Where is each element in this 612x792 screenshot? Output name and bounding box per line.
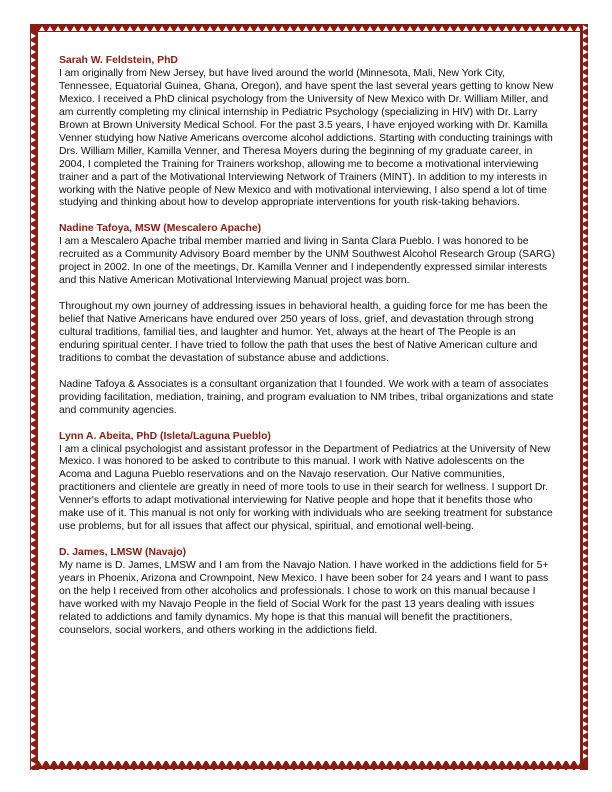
bio-feldstein [59,55,559,210]
bio-paragraph: I am a Mescalero Apache tribal member married and living in Santa Clara Pueblo. I was honored to be recruited as a Community Advisory Board member by the UNM Southwest Alcohol Research Group (SARG) project in 2002. In one of the meetings, Dr. Kamilla Venner and I independently expressed similar interests and this Native American Motivational Interviewing Manual project was born. [59,236,556,287]
bio-paragraph: I am originally from New Jersey, but have lived around the world (Minnesota, Mali, New York City, Tennessee, Equatorial Guinea, Ghana, Oregon), and have spent the last several years getting to know New Mexico. I received a PhD clinical psychology from the University of New Mexico with Dr. William Miller, and am currently completing my clinical internship in Pediatric Psychology (specializing in HIV) with Dr. Larry Brown at Brown University Medical School. For the past 3.5 years, I have enjoyed working with Dr. Kamilla Venner studying how Native Americans overcome alcohol addictions. Starting with conducting trainings with Drs. William Miller, Kamilla Venner, and Theresa Moyers during the beginning of my graduate career, in 2004, I completed the Training for Trainers workshop, allowing me to become a motivational interviewing trainer and a part of the Motivational Interviewing Network of Trainers (MINT). In addition to my interests in working with the Native people of New Mexico and with motivational interviewing, I also spend a lot of time studying and thinking about how to develop appropriate interventions for youth risk-taking behaviors. [59,67,554,209]
bio-tafoya [59,223,559,417]
bio-abeita [59,431,559,535]
bio-heading: D. James, LMSW (Navajo) [59,547,187,559]
bio-paragraph: Throughout my own journey of addressing issues in behavioral health, a guiding force for me has been the belief that Native Americans have endured over 250 years of loss, grief, and devastation through strong cultural traditions, familial ties, and laughter and humor. Yet, always at the heart of The People is an enduring spiritual center. I have tried to follow the path that uses the best of Native American culture and traditions to combat the devastation of substance abuse and addictions. [59,301,548,364]
bio-paragraph: I am a clinical psychologist and assistant professor in the Department of Pediatrics at the University of New Mexico. I was honored to be asked to contribute to this manual. I work with Native adolescents on the Acoma and Laguna Pueblo reservations and on the Navajo reservation. Our Native communities, practitioners and clientele are greatly in need of more tools to use in their search for wellness. I support Dr. Venner's efforts to adapt motivational interviewing for Native people and hope that it benefits those who make use of it. This manual is not only for working with individuals who are seeking treatment for substance use problems, but for all issues that affect our physical, spiritual, and emotional well-being. [59,443,553,533]
bio-paragraph: Nadine Tafoya & Associates is a consultant organization that I founded. We work with a team of associates providing facilitation, mediation, training, and program evaluation to NM tribes, tribal organizations and state and community agencies. [59,378,554,416]
bio-heading: Sarah W. Feldstein, PhD [59,55,178,66]
biographies [59,55,559,651]
bio-heading: Nadine Tafoya, MSW (Mescalero Apache) [59,223,262,235]
bio-paragraph: My name is D. James, LMSW and I am from the Navajo Nation. I have worked in the addictions field for 5+ years in Phoenix, Arizona and Crownpoint, New Mexico. I have been sober for 24 years and I want to pass on the help I received from other alcoholics and professionals. I chose to work on this manual because I have worked with my Navajo People in the field of Social Work for the past 13 years dealing with issues related to addictions and family dynamics. My hope is that this manual will benefit the practitioners, counselors, social workers, and others working in the addictions field. [59,560,549,636]
bio-heading: Lynn A. Abeita, PhD (Isleta/Laguna Pueblo) [59,430,271,442]
bio-james [59,547,559,638]
